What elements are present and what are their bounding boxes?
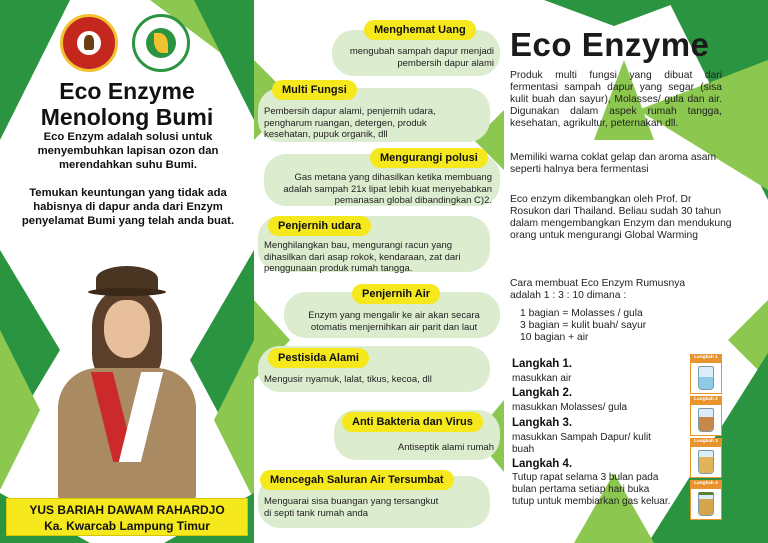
left-title-line1: Eco Enzyme bbox=[59, 78, 195, 104]
benefit-title: Penjernih udara bbox=[268, 216, 371, 236]
step-image-3 bbox=[690, 438, 722, 478]
step-image-label: Langkah 2 bbox=[690, 396, 722, 404]
bg-triangle bbox=[544, 0, 684, 26]
description-3: Eco enzym dikembangkan oleh Prof. Dr Rosukon dari Thailand. Beliau sudah 30 tahun dalam mengembangkan Enzym dan mendukung orang untuk mengurangi Global Warming bbox=[510, 194, 732, 241]
step-title: Langkah 3. bbox=[512, 417, 573, 429]
recipe-line: 3 bagian = kulit buah/ sayur bbox=[520, 320, 647, 331]
name-box bbox=[6, 498, 248, 536]
benefit-title: Penjernih Air bbox=[352, 284, 440, 304]
middle-panel bbox=[254, 0, 504, 543]
step-image-1 bbox=[690, 354, 722, 394]
step-title: Langkah 4. bbox=[512, 458, 573, 470]
step-image-4 bbox=[690, 480, 722, 520]
step-image-label: Langkah 3 bbox=[690, 438, 722, 446]
eco-enzyme-nusantara-logo-icon bbox=[132, 14, 190, 72]
benefit-title: Mengurangi polusi bbox=[370, 148, 488, 168]
left-panel bbox=[0, 0, 254, 543]
step-image-label: Langkah 4 bbox=[690, 480, 722, 488]
right-panel bbox=[504, 0, 768, 543]
right-title: Eco Enzyme bbox=[510, 26, 710, 63]
benefit-text: Gas metana yang dihasilkan ketika membuang adalah sampah 21x lipat lebih kuat menyebabkan pemanasan global dibandingkan C)2. bbox=[283, 172, 492, 206]
benefit-text: Menghilangkan bau, mengurangi racun yang dihasilkan dari asap rokok, kendaraan, zat dari penggunaan produk rumah tangga. bbox=[264, 240, 461, 274]
benefit-text: mengubah sampah dapur menjadi pembersih dapur alami bbox=[349, 46, 494, 69]
step-text: masukkan air bbox=[512, 373, 572, 384]
recipe-line: 10 bagian + air bbox=[520, 332, 589, 343]
person-name: YUS BARIAH DAWAM RAHARDJO bbox=[29, 503, 225, 517]
portrait bbox=[52, 260, 202, 500]
benefit-text: Menguarai sisa buangan yang tersangkut di septi tank rumah anda bbox=[264, 496, 439, 519]
step-text: masukkan Molasses/ gula bbox=[512, 402, 628, 413]
benefit-title: Mencegah Saluran Air Tersumbat bbox=[260, 470, 454, 490]
benefit-text: Mengusir nyamuk, lalat, tikus, kecoa, dll bbox=[264, 374, 432, 385]
intro-paragraph: Eco Enzym adalah solusi untuk menyembuhkan lapisan ozon dan merendahkan suhu Bumi. bbox=[37, 131, 219, 171]
description-2: Memiliki warna coklat gelap dan aroma asam seperti halnya bera fermentasi bbox=[510, 152, 717, 175]
left-title-line2: Menolong Bumi bbox=[40, 104, 214, 130]
step-text: Tutup rapat selama 3 bulan pada bulan pertama setiap hari buka tutup untuk membiarkan gas keluar. bbox=[512, 472, 671, 507]
person-position: Ka. Kwarcab Lampung Timur bbox=[44, 519, 210, 533]
step-image-2 bbox=[690, 396, 722, 436]
bg-triangle bbox=[214, 340, 254, 500]
pramuka-peduli-logo-icon bbox=[60, 14, 118, 72]
step-title: Langkah 2. bbox=[512, 387, 573, 399]
benefit-paragraph: Temukan keuntungan yang tidak ada habisnya di dapur anda dari Enzym penyelamat Bumi yang telah anda buat. bbox=[21, 187, 235, 227]
description-1: Produk multi fungsi yang dibuat dari fermentasi sampah dapur yang segar (sisa kulit buah dan sayur), Molasses/ gula dan air. Digunakan dalam aspek rumah tangga, kesehatan, agrikultur, peternakan dll. bbox=[510, 70, 722, 129]
benefit-title: Pestisida Alami bbox=[268, 348, 369, 368]
step-image-label: Langkah 1 bbox=[690, 354, 722, 362]
step-text: masukkan Sampah Dapur/ kulit buah bbox=[512, 432, 651, 455]
recipe-line: 1 bagian = Molasses / gula bbox=[520, 308, 643, 319]
benefit-title: Menghemat Uang bbox=[364, 20, 476, 40]
step-title: Langkah 1. bbox=[512, 358, 573, 370]
recipe-intro: Cara membuat Eco Enzym Rumusnya adalah 1 : 3 : 10 dimana : bbox=[510, 278, 686, 301]
logos bbox=[60, 14, 210, 76]
benefit-text: Antiseptik alami rumah bbox=[397, 442, 494, 453]
benefit-text: Pembersih dapur alami, penjernih udara, pengharum ruangan, detergen, produk kesehatan, pupuk organik, dll bbox=[264, 106, 436, 140]
benefit-text: Enzym yang mengalir ke air akan secara otomatis menjernihkan air parit dan laut bbox=[308, 310, 480, 333]
bg-triangle bbox=[0, 330, 40, 490]
benefit-title: Anti Bakteria dan Virus bbox=[342, 412, 483, 432]
benefit-title: Multi Fungsi bbox=[272, 80, 357, 100]
